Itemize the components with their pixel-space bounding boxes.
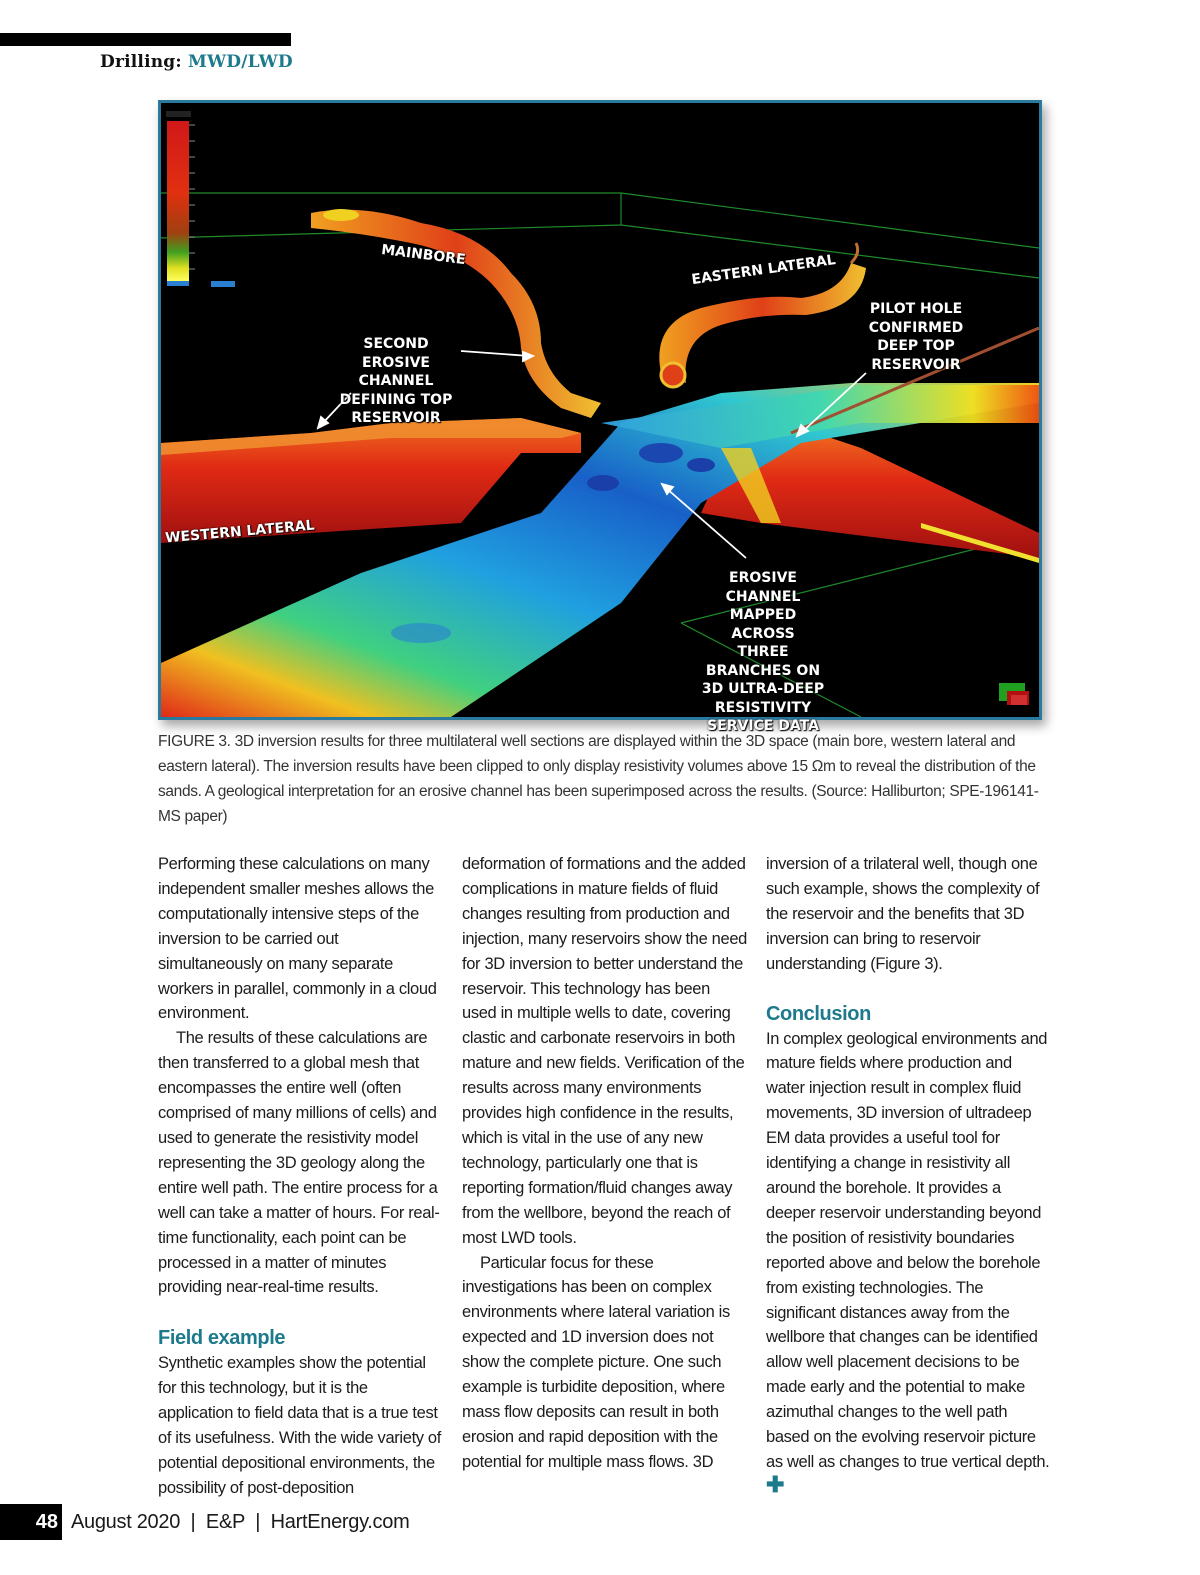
page-number: 48 [0, 1504, 62, 1540]
header-rule [0, 33, 291, 46]
channel-surface [161, 383, 1039, 717]
orientation-cube [999, 683, 1029, 705]
paragraph: The results of these calculations are then transferred to a global mesh that encompasses the entire well (often comprised of many millions of cells) and used to generate the resistivity model representing the 3D geology along the entire well path. The entire process for a well can take a matter of hours. For real-time functionality, each point can be processed in a matter of minutes providing near-real-time results. [158, 1029, 440, 1297]
label-mainbore: MAINBORE [380, 241, 467, 269]
paragraph: Particular focus for these investigations has been on complex environments where lateral variation is expected and 1D inversion does not show the complete picture. One such example is turbidite deposition, where mass flow deposits can result in both erosion and rapid deposition with the potential for multiple mass flows. 3D [462, 1253, 730, 1471]
paragraph: Synthetic examples show the potential for this technology, but it is the application to field data that is a true test of its usefulness. With the wide variety of potential depositional environments, the possibility of post-deposition [158, 1354, 441, 1497]
figure-caption: FIGURE 3. 3D inversion results for three multilateral well sections are displayed within the 3D space (main bore, western lateral and eastern lateral). The inversion results have been clipped to only display resistivity volumes above 15 Ωm to reveal the distribution of the sands. A geological interpretation for an erosive channel has been superimposed across the results. (Source: Halliburton; SPE-196141-MS paper) [158, 733, 1039, 825]
page-footer [0, 1504, 600, 1540]
heading-field-example: Field example [158, 1327, 286, 1350]
label-eastern-lateral: EASTERN LATERAL [690, 251, 837, 289]
paragraph: deformation of formations and the added complications in mature fields of fluid changes resulting from production and injection, many reservoirs show the need for 3D inversion to better understand the reservoir. This technology has been used in multiple wells to date, covering clastic and carbonate reservoirs in both mature and new fields. Verification of the results across many environments provides high confidence in the results, which is vital in the use of any new technology, particularly one that is reporting formation/fluid changes away from the wellbore, beyond the reach of most LWD tools. [462, 855, 747, 1247]
paragraph: In complex geological environments and mature fields where production and water injection result in complex fluid movements, 3D inversion of ultradeep EM data provides a useful tool for identifying a change in resistivity all around the borehole. It provides a deeper reservoir understanding beyond the position of resistivity boundaries reported above and below the borehole from existing technologies. The significant distances away from the wellbore that changes can be identified allow well placement decisions to be made early and the potential to make azimuthal changes to the well path based on the evolving reservoir picture as well as changes to true vertical depth. ✚ [766, 1029, 1050, 1497]
label-erosive-channel: EROSIVE CHANNEL MAPPED ACROSS THREE BRANCHES ON 3D ULTRA-DEEP RESISTIVITY SERVICE DATA [701, 570, 825, 734]
paragraph: inversion of a trilateral well, though one such example, shows the complexity of the reservoir and the benefits that 3D inversion can bring to reservoir understanding (Figure 3). [766, 855, 1040, 973]
heading-conclusion: Conclusion [766, 1002, 871, 1025]
color-scale [166, 111, 235, 287]
figure-3d-inversion [158, 100, 1042, 734]
label-western-lateral: WESTERN LATERAL [164, 517, 316, 547]
label-second-erosive-channel: SECOND EROSIVE CHANNEL DEFINING TOP RESERVOIR [339, 336, 453, 426]
paragraph: Performing these calculations on many independent smaller meshes allows the computationally intensive steps of the inversion to be carried out simultaneously on many separate workers in parallel, commonly in a cloud environment. [158, 855, 437, 1023]
section-label [100, 52, 293, 72]
label-pilot-hole: PILOT HOLE CONFIRMED DEEP TOP RESERVOIR [868, 301, 964, 373]
section-name: Drilling: [100, 52, 182, 72]
column-1 [158, 852, 444, 1501]
subsection-name: MWD/LWD [187, 52, 293, 72]
column-3 [766, 852, 1052, 1500]
footer-text: August 2020 | E&P | HartEnergy.com [71, 1511, 410, 1533]
column-2 [462, 852, 748, 1475]
end-mark-icon: ✚ [766, 1471, 785, 1497]
inversion-render [161, 103, 1039, 717]
